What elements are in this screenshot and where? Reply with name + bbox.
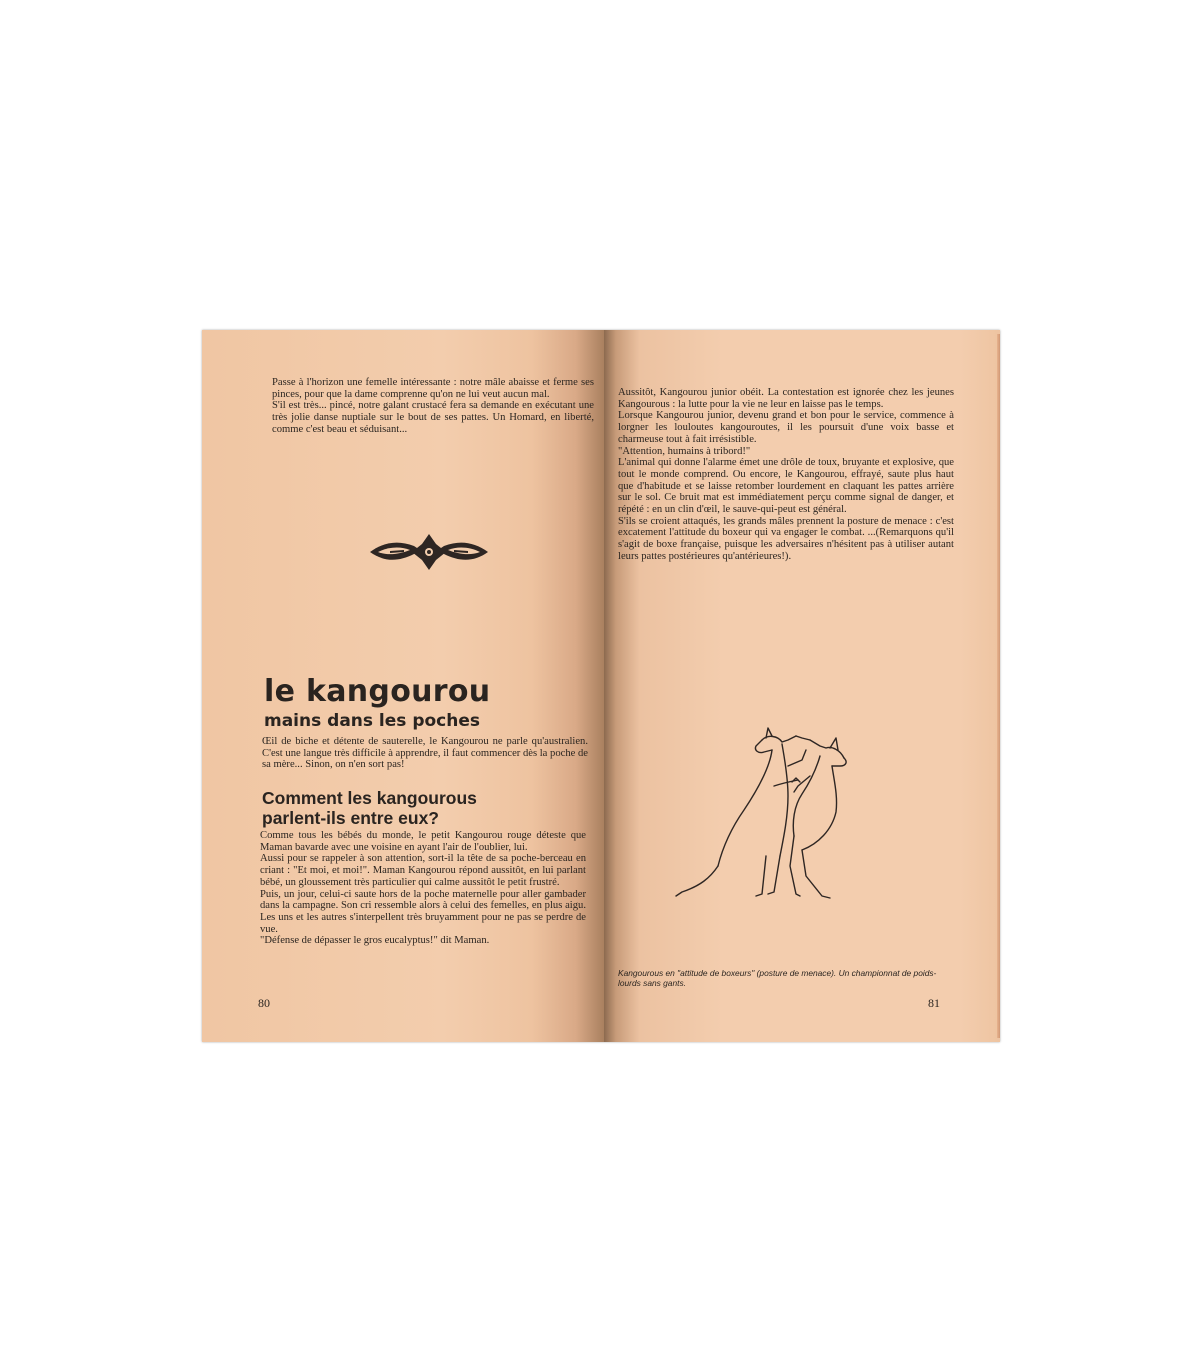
fleuron-ornament-icon — [370, 532, 488, 572]
intro-paragraph: Œil de biche et détente de sauterelle, le Kangourou ne parle qu'australien. C'est une langue très difficile à apprendre, il faut commencer dès la poche de sa mère... Sinon, on n'en sort pas! — [262, 736, 588, 771]
section-title-line: Comment les kangourous — [262, 788, 477, 808]
left-top-text — [272, 377, 594, 436]
paragraph: Aussi pour se rappeler à son attention, sort-il la tête de sa poche-berceau en criant : "Et moi, et moi!". Maman Kangourou répond aussitôt, en lui parlant bébé, un gloussement très particulier qui calme aussitôt le petit frustré. — [260, 853, 586, 888]
section-title-line: parlent-ils entre eux? — [262, 808, 439, 828]
paragraph: L'animal qui donne l'alarme émet une drôle de toux, bruyante et explosive, que tout le monde comprend. Ou encore, le Kangourou, effrayé, saute plus haut que d'habitude et se laisse retomber lourdement en claquant les pattes arrière sur le sol. Ce bruit mat est immédiatement perçu comme signal de danger, et répété : en un clin d'œil, le sauve-qui-peut est général. — [618, 457, 954, 516]
right-body-text — [618, 387, 954, 563]
paragraph: S'ils se croient attaqués, les grands mâles prennent la posture de menace : c'est excatement l'attitude du boxeur qui va engager le combat. ...(Remarquons qu'il s'agit de boxe française, puisque les adversaires n'hésitent pas à utiliser autant leurs pattes postérieures qu'antérieures!). — [618, 515, 954, 562]
page-number-right: 81 — [928, 996, 940, 1010]
paragraph: S'il est très... pincé, notre galant crustacé fera sa demande en exécutant une très jolie danse nuptiale sur le bout de ses pattes. Un Homard, en liberté, comme c'est beau et séduisant... — [272, 400, 594, 435]
paragraph: Passe à l'horizon une femelle intéressante : notre mâle abaisse et ferme ses pinces, pour que la dame comprenne qu'on ne lui veut aucun mal. — [272, 377, 594, 400]
left-body-text — [260, 830, 586, 947]
article-subtitle: mains dans les poches — [264, 711, 481, 731]
boxing-kangaroos-drawing-icon — [670, 726, 880, 916]
page-number-left: 80 — [258, 996, 270, 1010]
illustration-caption: Kangourous en "attitude de boxeurs" (posture de menace). Un championnat de poids-lourds sans gants. — [618, 968, 937, 988]
paragraph: Lorsque Kangourou junior, devenu grand et bon pour le service, commence à lorgner les louloutes kangouroutes, il les poursuit d'une voix basse et charmeuse tout à fait irrésistible. — [618, 410, 954, 445]
section-title — [262, 788, 477, 828]
article-title: le kangourou — [264, 674, 491, 709]
left-page — [202, 330, 604, 1042]
right-page — [604, 330, 1000, 1042]
paragraph: Puis, un jour, celui-ci saute hors de la poche maternelle pour aller gambader dans la campagne. Son cri ressemble alors à celui des femelles, en plus aigu. Les uns et les autres s'interpellent très bruyamment pour ne pas se perdre de vue. — [260, 888, 586, 935]
paragraph: Aussitôt, Kangourou junior obéit. La contestation est ignorée chez les jeunes Kangourous : la lutte pour la vie ne leur en laisse pas le temps. — [618, 387, 954, 410]
page-edge — [997, 334, 1000, 1038]
open-book — [202, 330, 1000, 1042]
paragraph: Comme tous les bébés du monde, le petit Kangourou rouge déteste que Maman bavarde avec une voisine en ayant l'air de l'oublier, lui. — [260, 830, 586, 853]
paragraph: "Défense de dépasser le gros eucalyptus!" dit Maman. — [260, 935, 490, 947]
paragraph: "Attention, humains à tribord!" — [618, 445, 751, 457]
